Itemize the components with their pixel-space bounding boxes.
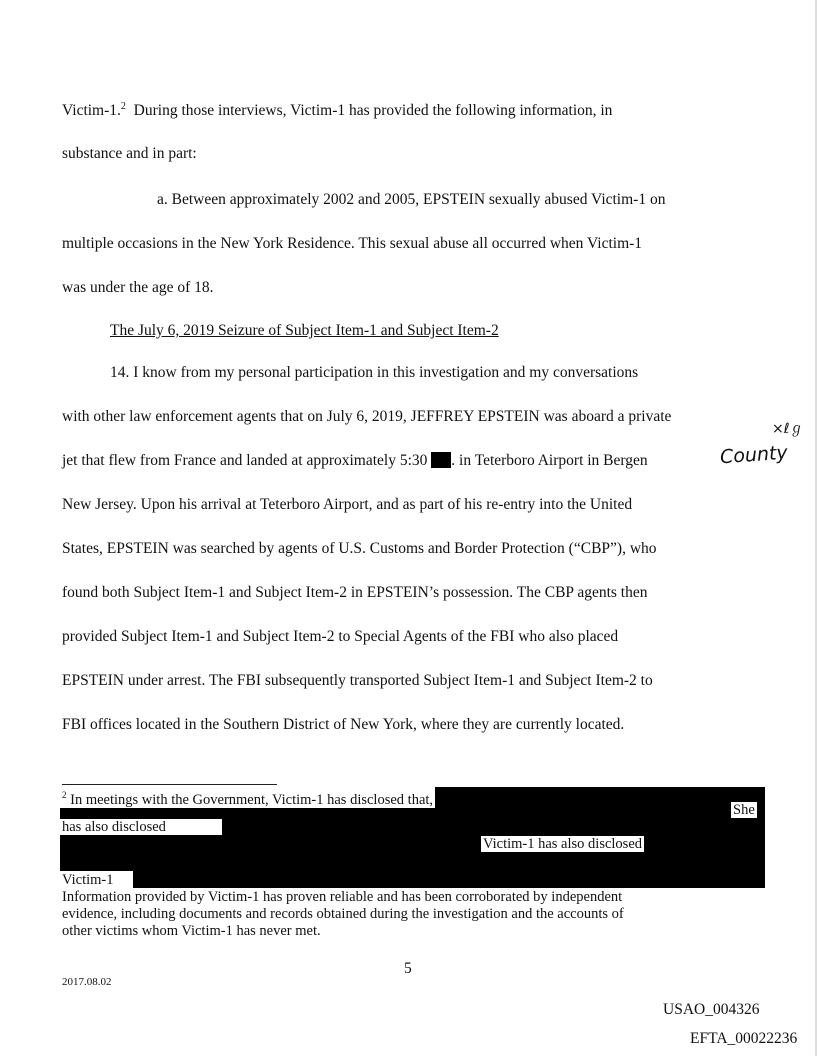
handwritten-note: County bbox=[719, 441, 789, 469]
footnote-victim: Victim-1 bbox=[62, 872, 114, 888]
redaction bbox=[133, 871, 765, 888]
footnote-she: She bbox=[733, 802, 755, 818]
redaction bbox=[222, 819, 765, 835]
p14-line-6: found both Subject Item-1 and Subject Item-2 in EPSTEIN’s possession. The CBP agents then bbox=[62, 584, 648, 601]
p14-line-5: States, EPSTEIN was searched by agents of U.S. Customs and Border Protection (“CBP”), who bbox=[62, 540, 657, 557]
footnote-rest-line: other victims whom Victim-1 has never met. bbox=[62, 923, 321, 939]
item-a-line-2: multiple occasions in the New York Residence. This sexual abuse all occurred when Victim-1 bbox=[62, 235, 643, 252]
p14-line-2: with other law enforcement agents that on July 6, 2019, JEFFREY EPSTEIN was aboard a private bbox=[62, 408, 672, 425]
p14-line-7: provided Subject Item-1 and Subject Item-2 to Special Agents of the FBI who also placed bbox=[62, 628, 619, 645]
version-label: 2017.08.02 bbox=[62, 976, 112, 988]
footnote-line-1: $^2$ In meetings with the Government, Victim-1 has disclosed that, bbox=[60, 787, 435, 808]
p14-line-3: jet that flew from France and landed at approximately 5:30 . in Teterboro Airport in Bergen bbox=[62, 452, 648, 469]
footnote-divider bbox=[62, 784, 277, 785]
bates-number-usao: USAO_004326 bbox=[663, 1001, 760, 1018]
p14-line-8: EPSTEIN under arrest. The FBI subsequently transported Subject Item-1 and Subject Item-2 to bbox=[62, 672, 653, 689]
footnote-number: 2 bbox=[62, 790, 67, 800]
bates-number-efta: EFTA_00022236 bbox=[690, 1030, 798, 1047]
body-line-2: substance and in part: bbox=[62, 145, 197, 162]
footnote-rest-line: Information provided by Victim-1 has proven reliable and has been corroborated by independent bbox=[62, 889, 623, 905]
section-heading: The July 6, 2019 Seizure of Subject Item-1 and Subject Item-2 bbox=[110, 322, 499, 339]
p14-line-9: FBI offices located in the Southern District of New York, where they are currently located. bbox=[62, 716, 625, 733]
redaction bbox=[431, 452, 451, 468]
body-line-1: Victim-1.$^2$ During those interviews, Victim-1 has provided the following information, in bbox=[62, 101, 613, 120]
item-a-line-3: was under the age of 18. bbox=[62, 279, 214, 296]
item-a-line-1: a. Between approximately 2002 and 2005, EPSTEIN sexually abused Victim-1 on bbox=[157, 191, 666, 208]
footnote-ref: 2 bbox=[120, 101, 126, 112]
footnote-has-also: has also disclosed bbox=[62, 819, 166, 835]
p14-line-4: New Jersey. Upon his arrival at Teterboro Airport, and as part of his re-entry into the United bbox=[62, 496, 633, 513]
handwritten-mark-icon: ×ℓℊ bbox=[772, 421, 804, 437]
page-number: 5 bbox=[404, 960, 412, 977]
footnote-rest bbox=[62, 889, 624, 940]
footnote-rest-line: evidence, including documents and records obtained during the investigation and the accounts of bbox=[62, 906, 624, 922]
redaction bbox=[60, 835, 765, 871]
footnote-victim-also: Victim-1 has also disclosed bbox=[483, 836, 643, 852]
p14-line-1: 14. I know from my personal participation in this investigation and my conversations bbox=[110, 364, 639, 381]
